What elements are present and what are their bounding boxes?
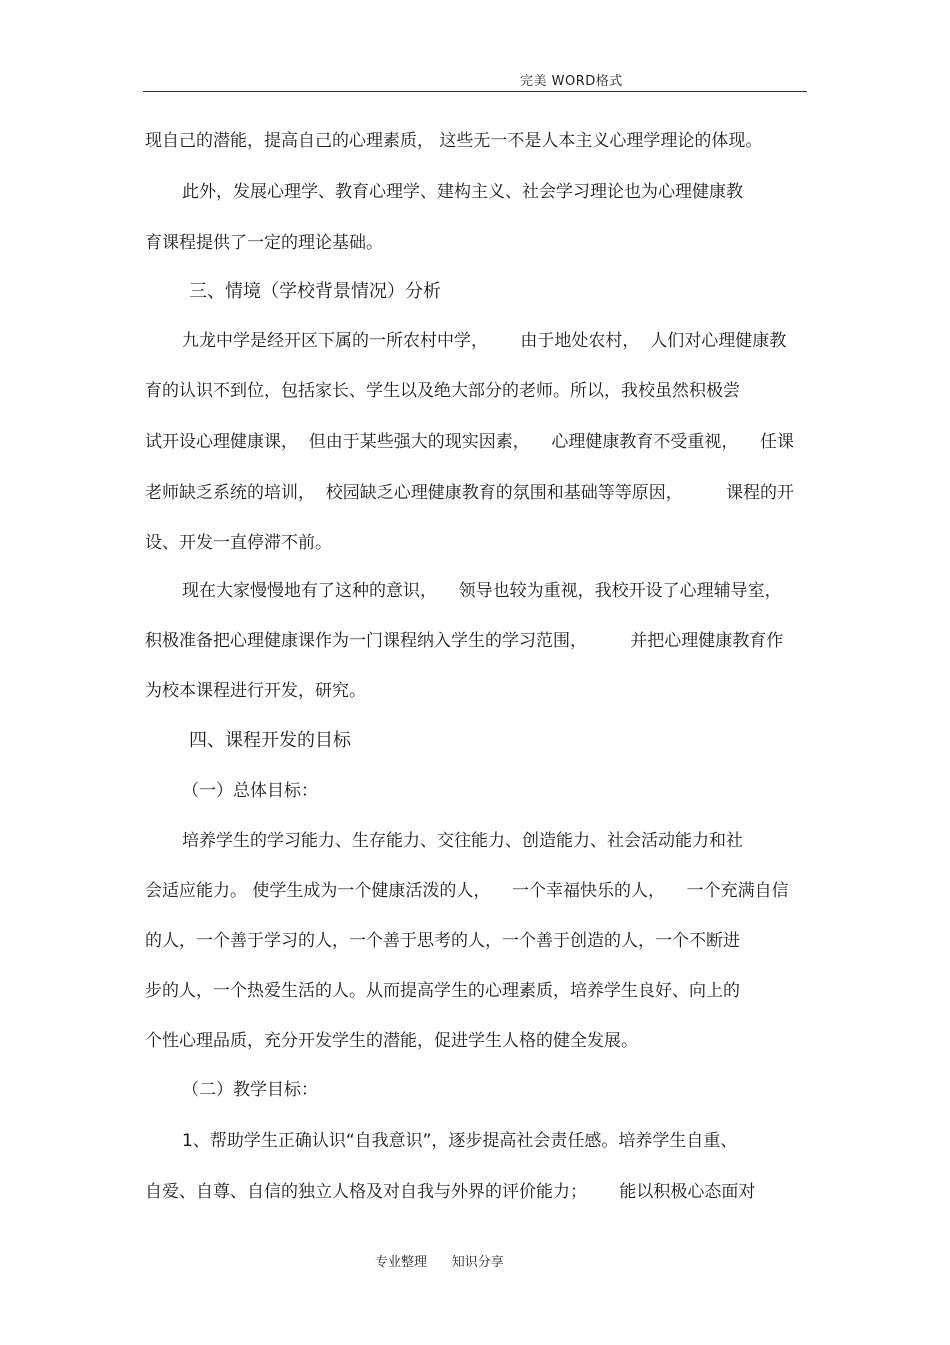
body-line: 个性心理品质，充分开发学生的潜能，促进学生人格的健全发展。 — [145, 1031, 638, 1051]
page-header: 完美 WORD格式 — [520, 74, 623, 89]
subsection-heading: （一）总体目标： — [182, 781, 318, 801]
body-line: 设、开发一直停滞不前。 — [145, 533, 332, 553]
body-line: 老师缺乏系统的培训， 校园缺乏心理健康教育的氛围和基础等等原因， 课程的开 — [145, 483, 795, 503]
header-divider — [143, 91, 807, 92]
body-line: 现在大家慢慢地有了这种的意识， 领导也较为重视，我校开设了心理辅导室， — [182, 581, 782, 601]
body-line: 育的认识不到位，包括家长、学生以及绝大部分的老师。所以，我校虽然积极尝 — [145, 381, 740, 401]
body-line: 培养学生的学习能力、生存能力、交往能力、创造能力、社会活动能力和社 — [182, 831, 743, 851]
body-line: 步的人，一个热爱生活的人。从而提高学生的心理素质，培养学生良好、向上的 — [145, 981, 740, 1001]
body-line: 九龙中学是经开区下属的一所农村中学， 由于地处农村， 人们对心理健康教 — [182, 331, 787, 351]
body-line: 的人，一个善于学习的人，一个善于思考的人，一个善于创造的人，一个不断进 — [145, 931, 740, 951]
body-line: 此外，发展心理学、教育心理学、建构主义、社会学习理论也为心理健康教 — [182, 182, 743, 202]
body-line: 试开设心理健康课， 但由于某些强大的现实因素， 心理健康教育不受重视， 任课 — [145, 432, 795, 452]
body-line: 为校本课程进行开发，研究。 — [145, 681, 366, 701]
body-line: 自爱、自尊、自信的独立人格及对自我与外界的评价能力； 能以积极心态面对 — [145, 1182, 756, 1202]
body-line: 育课程提供了一定的理论基础。 — [145, 233, 383, 253]
section-heading: 四、课程开发的目标 — [189, 730, 351, 751]
page-footer: 专业整理 知识分享 — [375, 1255, 504, 1270]
body-line: 1、帮助学生正确认识“自我意识”，逐步提高社会责任感。培养学生自重、 — [182, 1131, 738, 1151]
body-line: 积极准备把心理健康课作为一门课程纳入学生的学习范围， 并把心理健康教育作 — [145, 631, 784, 651]
section-heading: 三、情境（学校背景情况）分析 — [189, 281, 441, 302]
body-line: 会适应能力。 使学生成为一个健康活泼的人， 一个幸福快乐的人， 一个充满自信 — [145, 881, 789, 901]
subsection-heading: （二）教学目标： — [182, 1080, 318, 1100]
body-line: 现自己的潜能，提高自己的心理素质， 这些无一不是人本主义心理学理论的体现。 — [145, 131, 763, 151]
